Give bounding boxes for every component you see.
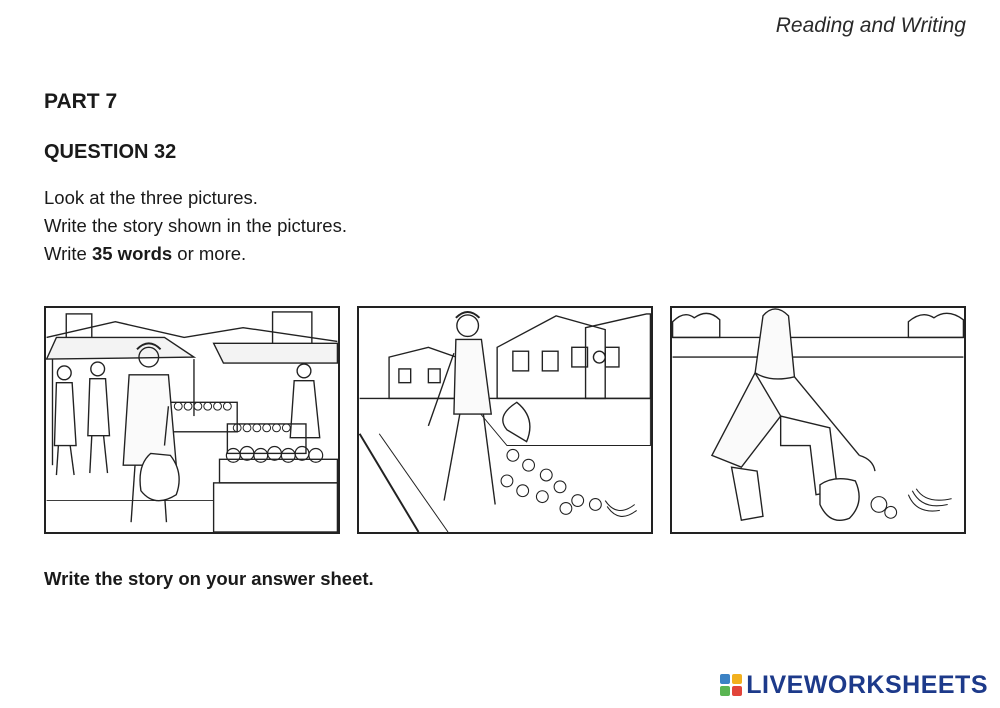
picture-strip bbox=[44, 306, 966, 536]
liveworksheets-logo bbox=[720, 670, 988, 700]
picture-3 bbox=[670, 306, 966, 534]
question-number: QUESTION 32 bbox=[44, 141, 177, 163]
answer-sheet-instruction: Write the story on your answer sheet. bbox=[44, 568, 374, 589]
logo-mark-icon bbox=[720, 674, 742, 696]
market-scene-illustration bbox=[46, 308, 338, 532]
picture-1 bbox=[44, 306, 340, 534]
picture-2 bbox=[357, 306, 653, 534]
instruction-line-3 bbox=[44, 240, 347, 268]
instruction-line-1: Look at the three pictures. bbox=[44, 187, 258, 208]
section-header: Reading and Writing bbox=[775, 14, 966, 37]
dropped-bag-scene-illustration bbox=[359, 308, 651, 532]
instruction-line-3-start: Write bbox=[44, 243, 92, 264]
instruction-line-3-end: or more. bbox=[172, 243, 247, 264]
instructions bbox=[44, 184, 347, 268]
part-title: PART 7 bbox=[44, 90, 118, 113]
word-count-requirement: 35 words bbox=[91, 243, 173, 264]
instruction-line-2: Write the story shown in the pictures. bbox=[44, 215, 347, 236]
logo-text: LIVEWORKSHEETS bbox=[746, 670, 988, 699]
picking-up-fruit-scene-illustration bbox=[672, 308, 964, 532]
